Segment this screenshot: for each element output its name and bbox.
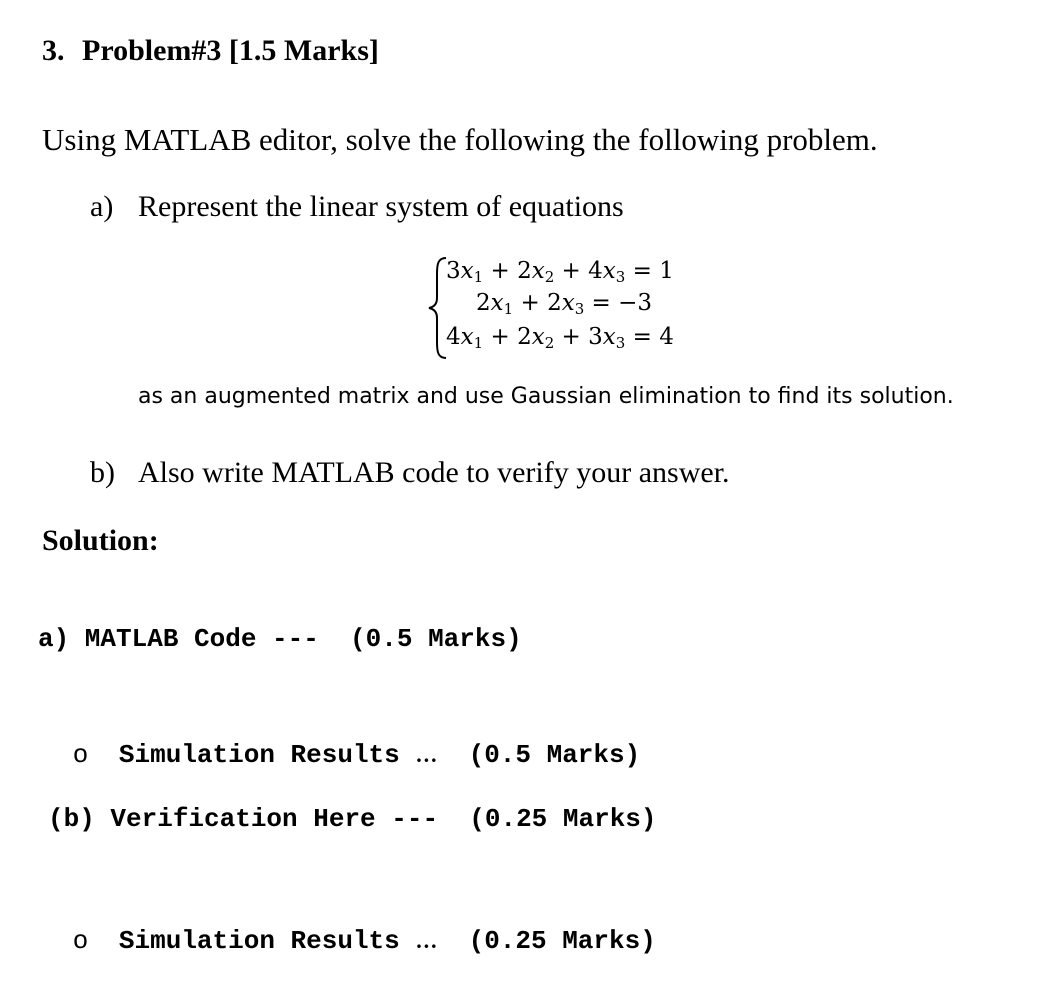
simulation-results-b [42, 894, 656, 956]
bullet-icon: o [73, 924, 88, 954]
matlab-code-line: a) MATLAB Code --- (0.5 Marks) [38, 624, 522, 654]
simulation-results-a [42, 708, 640, 770]
part-a-label: a) [90, 190, 114, 223]
part-b-text: Also write MATLAB code to verify your answer. [138, 456, 730, 489]
sim-b-marks: (0.25 Marks) [468, 926, 656, 956]
solution-label: Solution: [42, 524, 159, 557]
sim-a-label: Simulation Results [118, 740, 400, 770]
problem-heading [42, 34, 379, 68]
intro-text: Using MATLAB editor, solve the following the following problem. [42, 122, 878, 157]
problem-number: 3. [42, 34, 65, 67]
left-brace-icon [426, 254, 448, 362]
ellipsis: … [415, 928, 438, 953]
equation-system [426, 254, 726, 364]
ellipsis: … [415, 742, 438, 767]
verification-line: (b) Verification Here --- (0.25 Marks) [48, 804, 657, 834]
part-a [90, 190, 624, 224]
sim-a-marks: (0.5 Marks) [468, 740, 641, 770]
augmented-matrix-text: as an augmented matrix and use Gaussian elimination to find its solution. [138, 384, 954, 409]
equation-3: $4x_1 + 2x_2 + 3x_3 = 4$ [446, 324, 674, 352]
equation-2: $2x_1 + 2x_3 = -3$ [476, 290, 653, 318]
equation-1: $3x_1 + 2x_2 + 4x_3 = 1$ [446, 258, 674, 286]
problem-title: Problem#3 [1.5 Marks] [82, 34, 379, 67]
part-a-text: Represent the linear system of equations [138, 190, 624, 223]
bullet-icon: o [73, 738, 88, 768]
part-b [90, 456, 730, 490]
sim-b-label: Simulation Results [118, 926, 400, 956]
part-b-label: b) [90, 456, 115, 489]
